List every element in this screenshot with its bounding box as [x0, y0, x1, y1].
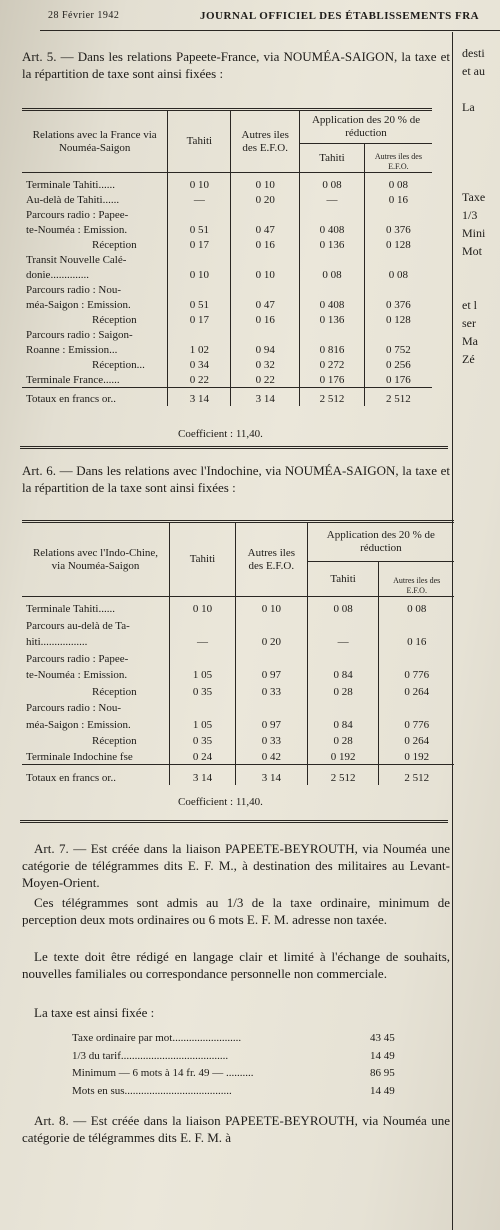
- row-label: Terminale Indochine fse: [26, 751, 133, 763]
- adjacent-column-fragments: [462, 44, 500, 368]
- row-value: —: [170, 633, 236, 650]
- fare-label: Mots en sus.......................................: [72, 1084, 232, 1097]
- row-value: 0 22: [168, 372, 231, 387]
- row-label: te-Nouméa : Emission.: [26, 224, 128, 236]
- row-value: 0 08: [307, 597, 379, 617]
- row-value: 0 10: [235, 597, 307, 617]
- row-value: 0 376: [364, 297, 432, 312]
- total-value: 2 512: [300, 387, 365, 406]
- table-row: [22, 222, 432, 237]
- row-label: te-Nouméa : Emission.: [26, 669, 128, 681]
- art6-coefficient: Coefficient : 11,40.: [178, 796, 263, 808]
- row-value: 0 20: [235, 633, 307, 650]
- row-value: 0 10: [231, 173, 300, 193]
- art6-header-autres: Autres iles des E.F.O.: [235, 522, 307, 597]
- side-fragment: et au: [462, 64, 485, 78]
- row-label: Parcours radio : Nou-: [26, 284, 122, 296]
- art6-header-app-autres: Autres iles des E.F.O.: [379, 562, 454, 597]
- table-row: [22, 649, 454, 666]
- row-value: 0 51: [168, 222, 231, 237]
- row-label: Terminale Tahiti......: [26, 179, 115, 191]
- section-rule: [20, 820, 448, 823]
- total-value: 2 512: [307, 765, 379, 786]
- row-value: [364, 207, 432, 222]
- art5-header-application: Application des 20 % de réduction: [300, 110, 432, 144]
- fare-label: 1/3 du tarif.......................................: [72, 1049, 229, 1062]
- row-value: [231, 207, 300, 222]
- row-value: [168, 282, 231, 297]
- art5-coefficient: Coefficient : 11,40.: [178, 428, 263, 440]
- table-row: [22, 327, 432, 342]
- row-value: 0 192: [379, 748, 454, 765]
- row-value: 0 97: [235, 715, 307, 732]
- side-fragment: desti: [462, 46, 485, 60]
- side-fragment: [462, 80, 500, 98]
- art6-header-app-tahiti: Tahiti: [307, 562, 379, 597]
- row-value: 0 16: [364, 192, 432, 207]
- row-value: 0 47: [231, 222, 300, 237]
- row-value: 0 16: [231, 312, 300, 327]
- row-value: 0 192: [307, 748, 379, 765]
- row-label: Terminale France......: [26, 373, 120, 386]
- table-row: [22, 297, 432, 312]
- table-row: [22, 372, 432, 387]
- table-row: [22, 699, 454, 716]
- row-value: [170, 699, 236, 716]
- total-value: 3 14: [168, 387, 231, 406]
- row-value: [235, 649, 307, 666]
- side-fragment: 1/3: [462, 208, 478, 222]
- side-fragment: [462, 116, 500, 134]
- row-value: [231, 252, 300, 267]
- row-label: Transit Nouvelle Calé-: [26, 254, 127, 266]
- row-label: méa-Saigon : Emission.: [26, 299, 131, 311]
- total-row: [22, 387, 432, 406]
- row-value: 0 10: [231, 267, 300, 282]
- total-value: 2 512: [364, 387, 432, 406]
- header-date: 28 Février 1942: [48, 10, 120, 21]
- row-value: [379, 616, 454, 633]
- fare-label: Minimum — 6 mots à 14 fr. 49 — ..........: [72, 1067, 254, 1079]
- row-value: 0 33: [235, 732, 307, 749]
- row-value: 0 08: [300, 267, 365, 282]
- fare-value: 14 49: [370, 1084, 395, 1097]
- row-value: 0 28: [307, 682, 379, 699]
- row-value: 0 08: [300, 173, 365, 193]
- total-row: [22, 765, 454, 786]
- total-label: Totaux en francs or..: [22, 387, 168, 406]
- row-value: 0 51: [168, 297, 231, 312]
- row-value: —: [307, 633, 379, 650]
- row-label: Réception...: [92, 359, 145, 371]
- row-label: hiti.................: [26, 636, 88, 648]
- row-value: —: [300, 192, 365, 207]
- row-label: Réception: [92, 314, 137, 326]
- row-value: [379, 699, 454, 716]
- art5-header-app-autres: Autres iles des E.F.O.: [364, 144, 432, 173]
- table-row: [22, 715, 454, 732]
- row-label: Parcours radio : Nou-: [26, 702, 122, 714]
- table-row: [22, 173, 432, 193]
- row-value: [235, 699, 307, 716]
- row-value: 0 34: [168, 357, 231, 372]
- table-row: [22, 312, 432, 327]
- row-value: 0 22: [231, 372, 300, 387]
- row-value: 1 02: [168, 342, 231, 357]
- row-value: 0 17: [168, 237, 231, 252]
- row-value: [168, 252, 231, 267]
- table-row: [22, 633, 454, 650]
- art6-header-tahiti: Tahiti: [170, 522, 236, 597]
- fare-row: [72, 1083, 412, 1101]
- art7-paragraph-3: Le texte doit être rédigé en langage clair et limité à l'échange de souhaits, nouvelles familiales ou correspondance personnelle non commerciale.: [22, 949, 450, 981]
- table-row: [22, 282, 432, 297]
- row-label: Parcours radio : Saigon-: [26, 329, 133, 341]
- row-value: 0 128: [364, 237, 432, 252]
- table-row: [22, 207, 432, 222]
- side-fragment: Zé: [462, 352, 475, 366]
- total-value: 2 512: [379, 765, 454, 786]
- side-fragment: [462, 152, 500, 170]
- table-row: [22, 357, 432, 372]
- row-value: 0 776: [379, 715, 454, 732]
- row-label: donie..............: [26, 269, 89, 281]
- fare-label: Taxe ordinaire par mot.........................: [72, 1032, 242, 1044]
- side-fragment: La: [462, 100, 475, 114]
- art6-intro: Art. 6. — Dans les relations avec l'Indochine, via NOUMÉA-SAIGON, la taxe et la répartition de la taxe sont ainsi fixées :: [22, 463, 450, 495]
- row-value: 0 08: [379, 597, 454, 617]
- row-value: 0 08: [364, 267, 432, 282]
- row-value: 0 08: [364, 173, 432, 193]
- row-label: Parcours radio : Papee-: [26, 652, 129, 665]
- total-value: 3 14: [235, 765, 307, 786]
- row-value: 1 05: [170, 666, 236, 683]
- row-value: [168, 207, 231, 222]
- row-value: 0 20: [231, 192, 300, 207]
- fare-row: [72, 1048, 412, 1066]
- table-row: [22, 682, 454, 699]
- row-value: 0 24: [170, 748, 236, 765]
- row-value: 0 776: [379, 666, 454, 683]
- row-value: 0 35: [170, 682, 236, 699]
- art6-header-relations: Relations avec l'Indo-Chine, via Nouméa-Saigon: [22, 522, 170, 597]
- total-label: Totaux en francs or..: [22, 765, 170, 786]
- row-value: [235, 616, 307, 633]
- row-value: 0 408: [300, 297, 365, 312]
- row-value: 0 10: [168, 267, 231, 282]
- row-label: méa-Saigon : Emission.: [26, 718, 131, 731]
- row-value: [364, 327, 432, 342]
- table-row: [22, 616, 454, 633]
- art7-paragraph-2: Ces télégrammes sont admis au 1/3 de la taxe ordinaire, minimum de perception deux mots ordinaires ou 6 mots E. F. M. adresse non taxée.: [22, 895, 450, 927]
- row-value: 0 35: [170, 732, 236, 749]
- row-label: Au-delà de Tahiti......: [26, 194, 120, 206]
- header-journal-title: JOURNAL OFFICIEL DES ÉTABLISSEMENTS FRA: [200, 10, 480, 22]
- row-label: Parcours au-delà de Ta-: [26, 619, 130, 632]
- table-row: [22, 237, 432, 252]
- header-rule: [40, 30, 500, 31]
- row-value: [300, 207, 365, 222]
- side-fragment: [462, 170, 500, 188]
- row-value: 0 136: [300, 312, 365, 327]
- row-value: [364, 282, 432, 297]
- fare-value: 86 95: [370, 1067, 395, 1079]
- fare-value: 43 45: [370, 1032, 395, 1044]
- art7-fare-list: [72, 1030, 412, 1100]
- row-value: 0 264: [379, 682, 454, 699]
- side-fragment: Mot: [462, 244, 483, 258]
- page-header: [48, 8, 500, 30]
- art5-header-relations: Relations avec la France via Nouméa-Saigon: [22, 110, 168, 173]
- total-value: 3 14: [170, 765, 236, 786]
- fare-value: 14 49: [370, 1049, 395, 1062]
- row-value: 0 10: [168, 173, 231, 193]
- row-value: [300, 282, 365, 297]
- row-value: [170, 649, 236, 666]
- row-value: 0 32: [231, 357, 300, 372]
- side-fragment: Taxe: [462, 190, 486, 204]
- row-value: 0 408: [300, 222, 365, 237]
- row-value: 0 272: [300, 357, 365, 372]
- row-value: 0 256: [364, 357, 432, 372]
- row-value: 0 94: [231, 342, 300, 357]
- row-value: 0 33: [235, 682, 307, 699]
- art6-header-application: Application des 20 % de réduction: [307, 522, 454, 562]
- side-fragment: et l: [462, 298, 477, 312]
- table-row: [22, 252, 432, 267]
- row-value: [300, 252, 365, 267]
- side-fragment: [462, 260, 500, 278]
- row-value: 0 97: [235, 666, 307, 683]
- side-fragment: Ma: [462, 334, 478, 348]
- row-value: 0 10: [170, 597, 236, 617]
- table-row: [22, 748, 454, 765]
- total-value: 3 14: [231, 387, 300, 406]
- art7-paragraph-1: Art. 7. — Est créée dans la liaison PAPEETE-BEYROUTH, via Nouméa une catégorie de télégrammes dits E. F. M., à destination des militaires au Levant-Moyen-Orient.: [22, 841, 450, 890]
- side-fragment: Mini: [462, 226, 486, 240]
- row-value: 0 16: [231, 237, 300, 252]
- row-value: 0 128: [364, 312, 432, 327]
- row-value: [307, 699, 379, 716]
- art8-paragraph: Art. 8. — Est créée dans la liaison PAPEETE-BEYROUTH, via Nouméa une catégorie de télégrammes dits E. F. M. à: [22, 1113, 450, 1145]
- row-value: 0 176: [364, 372, 432, 387]
- art7-paragraph-4: La taxe est ainsi fixée :: [34, 1005, 155, 1020]
- table-row: [22, 597, 454, 617]
- row-label: Terminale Tahiti......: [26, 603, 115, 615]
- row-value: 0 376: [364, 222, 432, 237]
- art5-header-app-tahiti: Tahiti: [300, 144, 365, 173]
- row-value: [231, 327, 300, 342]
- row-value: [170, 616, 236, 633]
- fare-row: [72, 1065, 412, 1083]
- art5-header-autres: Autres iles des E.F.O.: [231, 110, 300, 173]
- table-row: [22, 267, 432, 282]
- row-value: 1 05: [170, 715, 236, 732]
- row-value: [168, 327, 231, 342]
- row-value: [364, 252, 432, 267]
- row-value: 0 264: [379, 732, 454, 749]
- row-value: 0 752: [364, 342, 432, 357]
- row-value: [307, 649, 379, 666]
- row-value: 0 136: [300, 237, 365, 252]
- table-row: [22, 666, 454, 683]
- table-row: [22, 192, 432, 207]
- table-row: [22, 732, 454, 749]
- row-value: 0 84: [307, 715, 379, 732]
- row-value: 0 47: [231, 297, 300, 312]
- art5-table: [22, 108, 432, 406]
- row-value: 0 84: [307, 666, 379, 683]
- row-value: 0 42: [235, 748, 307, 765]
- row-label: Parcours radio : Papee-: [26, 209, 129, 221]
- row-value: [231, 282, 300, 297]
- row-value: 0 16: [379, 633, 454, 650]
- art6-table: [22, 520, 454, 785]
- side-fragment: [462, 134, 500, 152]
- side-fragment: [462, 278, 500, 296]
- row-value: 0 816: [300, 342, 365, 357]
- row-value: —: [168, 192, 231, 207]
- side-fragment: ser: [462, 316, 476, 330]
- art5-header-tahiti: Tahiti: [168, 110, 231, 173]
- row-label: Réception: [92, 685, 137, 698]
- fare-row: [72, 1030, 412, 1048]
- row-value: 0 17: [168, 312, 231, 327]
- table-row: [22, 342, 432, 357]
- row-label: Réception: [92, 239, 137, 251]
- row-label: Roanne : Emission...: [26, 344, 118, 356]
- row-value: 0 28: [307, 732, 379, 749]
- row-value: [300, 327, 365, 342]
- art5-intro: Art. 5. — Dans les relations Papeete-France, via NOUMÉA-SAIGON, la taxe et la répartition de taxe sont ainsi fixées :: [22, 49, 450, 81]
- row-value: [307, 616, 379, 633]
- row-label: Réception: [92, 735, 137, 747]
- row-value: 0 176: [300, 372, 365, 387]
- section-rule: [20, 446, 448, 449]
- row-value: [379, 649, 454, 666]
